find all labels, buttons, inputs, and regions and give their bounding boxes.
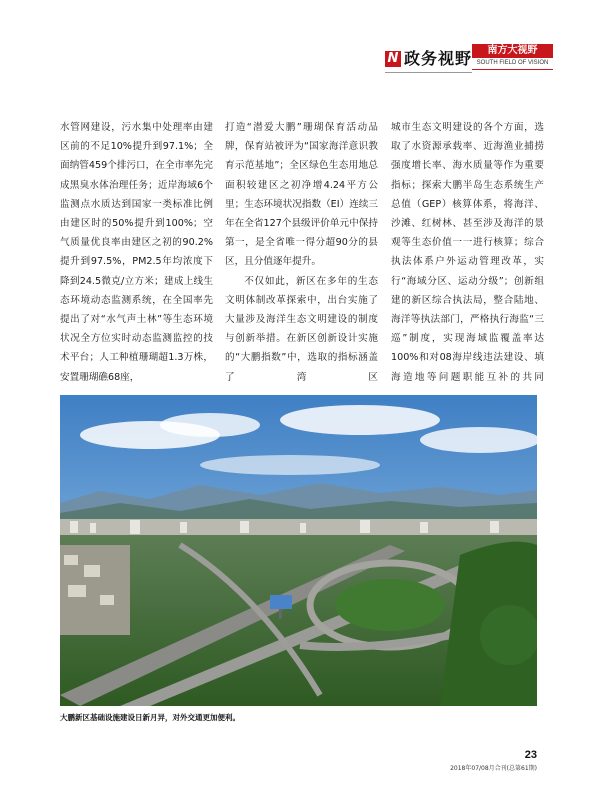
aerial-highway-photo	[60, 395, 537, 706]
text-column-3	[391, 118, 544, 387]
issue-info: 2018年07/08月合刊(总第61期)	[450, 765, 537, 772]
section-name: 南方大视野	[472, 44, 553, 58]
text-column-1	[60, 118, 213, 387]
page-header	[385, 44, 553, 76]
section-name-en: SOUTH FIELD OF VISION	[472, 58, 553, 70]
text-column-2	[225, 118, 378, 387]
header-divider	[385, 72, 472, 73]
column-title: 政务视野	[404, 49, 473, 68]
page-number: 23	[524, 749, 537, 761]
section-badge	[472, 44, 553, 70]
paragraph: 水管网建设，污水集中处理率由建区前的不足10%提升到97.1%；全面纳管459个排污口，在全市率先完成黑臭水体治理任务；近岸海域6个监测点水质达到国家一类标准比例由建区时的50%提升到100%；空气质量优良率由建区之初的90.2%提升到97.5%，PM2.5年均浓度下降到24.5微克/立方米；建成上线生态环境动态监测系统，在全国率先提出了对“水气声土林”等生态环境状况全方位实时动态监测监控的技术平台；人工种植珊瑚超1.3万株，安置珊瑚礁68座，	[60, 122, 213, 383]
paragraph: 不仅如此，新区在多年的生态文明体制改革探索中，出台实施了大量涉及海洋生态文明建设的制度与创新举措。在新区创新设计实施的“大鹏指数”中，选取的指标涵盖了湾区	[225, 275, 378, 383]
photo-caption: 大鹏新区基础设施建设日新月异，对外交通更加便利。	[60, 713, 240, 722]
paragraph: 城市生态文明建设的各个方面，选取了水资源承载率、近海渔业捕捞强度增长率、海水质量等作为重要指标；探索大鹏半岛生态系统生产总值（GEP）核算体系，将海洋、沙滩、红树林、甚至涉及海洋的景观等生态价值一一进行核算；综合执法体系户外运动管理改革，实行“海域分区、运动分级”；创新组建的新区综合执法局，整合陆地、海洋等执法部门，严格执行海监“三巡”制度，实现海域监覆盖率达100%和对08海岸线违法建设、填海造地等问题职能互补的共同	[391, 122, 544, 383]
magazine-logo-icon: N	[385, 51, 401, 67]
paragraph: 打造“潜爱大鹏”珊瑚保育活动品牌，保育站被评为“国家海洋意识教育示范基地”；全区绿色生态用地总面积较建区之初净增4.24平方公里；生态环境状况指数（EI）连续三年在全省127个县级评价单元中保持第一，是全省唯一得分超90分的县区，且分值逐年提升。	[225, 122, 378, 268]
